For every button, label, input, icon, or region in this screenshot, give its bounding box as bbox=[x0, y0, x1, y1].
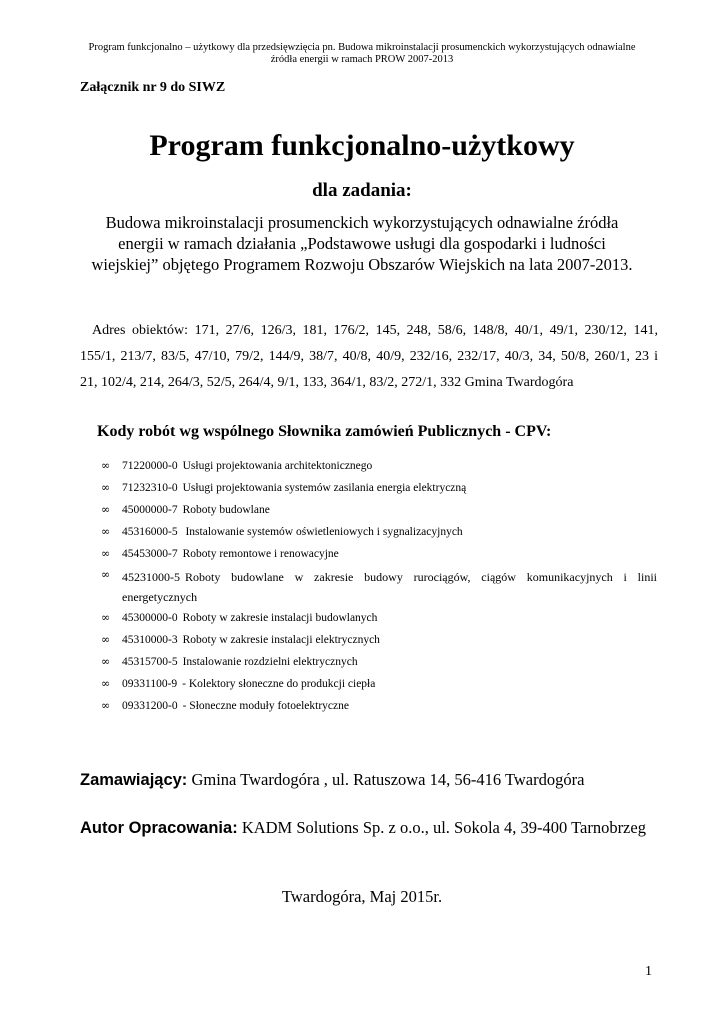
cpv-label: - Kolektory słoneczne do produkcji ciepła bbox=[182, 678, 376, 690]
cpv-item bbox=[101, 629, 657, 651]
running-header-line-2: źródła energii w ramach PROW 2007-2013 bbox=[270, 54, 454, 65]
cpv-list bbox=[101, 455, 657, 717]
cpv-code: 45231000-5 bbox=[122, 570, 180, 584]
infinity-bullet-icon: ∞ bbox=[101, 503, 111, 516]
address-line-1: Adres obiektów: 171, 27/6, 126/3, 181, 176/2, 145, 248, 58/6, 148/8, 40/1, 49/1, 230/12, 141, bbox=[92, 323, 658, 338]
cpv-item bbox=[101, 499, 657, 521]
cpv-label: Roboty remontowe i renowacyjne bbox=[182, 548, 339, 560]
cpv-label: Usługi projektowania systemów zasilania energia elektryczną bbox=[182, 482, 467, 494]
address-paragraph bbox=[80, 318, 658, 396]
cpv-label: Roboty budowlane w zakresie budowy rurociągów, ciągów komunikacyjnych i linii energetycznych bbox=[122, 570, 657, 604]
cpv-label: Roboty budowlane bbox=[182, 504, 270, 516]
infinity-bullet-icon: ∞ bbox=[101, 568, 111, 581]
address-line-2: 155/1, 213/7, 83/5, 47/10, 79/2, 144/9, 38/7, 40/8, 40/9, 232/16, 232/17, 40/3, 34, 50/8, 260/1, 23 i bbox=[80, 349, 658, 364]
orderer-line bbox=[80, 770, 584, 790]
infinity-bullet-icon: ∞ bbox=[101, 699, 111, 712]
cpv-item bbox=[101, 565, 657, 607]
infinity-bullet-icon: ∞ bbox=[101, 633, 111, 646]
cpv-label: Roboty w zakresie instalacji elektrycznych bbox=[182, 634, 380, 646]
cpv-item bbox=[101, 477, 657, 499]
document-title: Program funkcjonalno-użytkowy bbox=[149, 129, 575, 162]
infinity-bullet-icon: ∞ bbox=[101, 481, 111, 494]
cpv-code: 45316000-5 bbox=[122, 526, 178, 538]
cpv-code: 45453000-7 bbox=[122, 548, 178, 560]
cpv-code: 45310000-3 bbox=[122, 634, 178, 646]
cpv-label: - Słoneczne moduły fotoelektryczne bbox=[182, 700, 349, 712]
running-header bbox=[70, 42, 654, 66]
cpv-label: Roboty w zakresie instalacji budowlanych bbox=[182, 612, 378, 624]
attachment-label: Załącznik nr 9 do SIWZ bbox=[80, 80, 226, 95]
infinity-bullet-icon: ∞ bbox=[101, 655, 111, 668]
cpv-item bbox=[101, 695, 657, 717]
infinity-bullet-icon: ∞ bbox=[101, 525, 111, 538]
infinity-bullet-icon: ∞ bbox=[101, 611, 111, 624]
infinity-bullet-icon: ∞ bbox=[101, 677, 111, 690]
cpv-item bbox=[101, 455, 657, 477]
orderer-label: Zamawiający: bbox=[80, 771, 188, 789]
task-line-2: energii w ramach działania „Podstawowe usługi dla gospodarki i ludności bbox=[118, 234, 606, 253]
author-label: Autor Opracowania: bbox=[80, 819, 238, 837]
author-line bbox=[80, 818, 646, 838]
page-number: 1 bbox=[645, 964, 652, 979]
cpv-code: 71232310-0 bbox=[122, 482, 178, 494]
document-subtitle: dla zadania: bbox=[312, 180, 412, 201]
infinity-bullet-icon: ∞ bbox=[101, 547, 111, 560]
orderer-value: Gmina Twardogóra , ul. Ratuszowa 14, 56-416 Twardogóra bbox=[187, 770, 585, 789]
cpv-label: Usługi projektowania architektonicznego bbox=[182, 460, 373, 472]
task-description bbox=[70, 212, 654, 275]
author-value: KADM Solutions Sp. z o.o., ul. Sokola 4, 39-400 Tarnobrzeg bbox=[237, 818, 646, 837]
cpv-code: 09331200-0 bbox=[122, 700, 178, 712]
cpv-code: 09331100-9 bbox=[122, 678, 178, 690]
cpv-label: Instalowanie rozdzielni elektrycznych bbox=[182, 656, 358, 668]
place-date: Twardogóra, Maj 2015r. bbox=[281, 887, 443, 906]
running-header-line-1: Program funkcjonalno – użytkowy dla przedsięwzięcia pn. Budowa mikroinstalacji prosumenckich wykorzystujących odnawialne bbox=[88, 42, 636, 53]
cpv-heading: Kody robót wg wspólnego Słownika zamówień Publicznych - CPV: bbox=[97, 423, 552, 440]
cpv-code: 45315700-5 bbox=[122, 656, 178, 668]
cpv-label: Instalowanie systemów oświetleniowych i sygnalizacyjnych bbox=[182, 526, 463, 538]
cpv-item bbox=[101, 607, 657, 629]
task-line-3: wiejskiej” objętego Programem Rozwoju Obszarów Wiejskich na lata 2007-2013. bbox=[91, 255, 633, 274]
infinity-bullet-icon: ∞ bbox=[101, 459, 111, 472]
cpv-code: 45000000-7 bbox=[122, 504, 178, 516]
cpv-item bbox=[101, 651, 657, 673]
cpv-item bbox=[101, 521, 657, 543]
cpv-code: 45300000-0 bbox=[122, 612, 178, 624]
cpv-item bbox=[101, 673, 657, 695]
task-line-1: Budowa mikroinstalacji prosumenckich wykorzystujących odnawialne źródła bbox=[105, 213, 619, 232]
cpv-item bbox=[101, 543, 657, 565]
cpv-code: 71220000-0 bbox=[122, 460, 178, 472]
address-line-3: 21, 102/4, 214, 264/3, 52/5, 264/4, 9/1, 133, 364/1, 83/2, 272/1, 332 Gmina Twardogóra bbox=[80, 375, 574, 390]
